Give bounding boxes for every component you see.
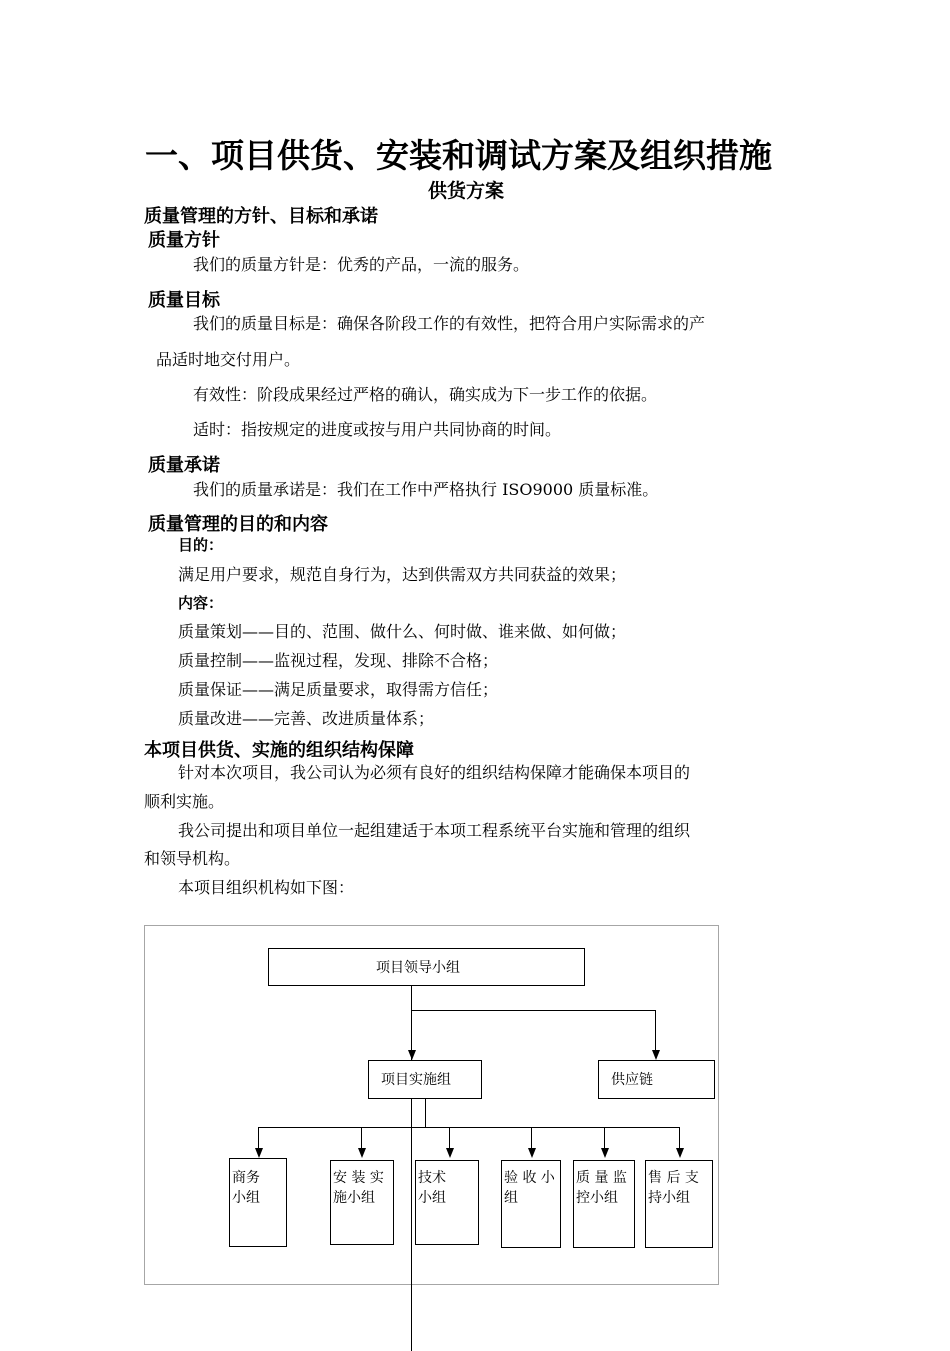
org-box-supply	[598, 1060, 715, 1099]
org-box-group	[501, 1160, 561, 1248]
policy-text: 我们的质量方针是：优秀的产品，一流的服务。	[193, 255, 530, 274]
heading-org-structure: 本项目供货、实施的组织结构保障	[144, 740, 414, 761]
org-box-group	[573, 1160, 635, 1248]
org-box-label: 商务	[232, 1170, 260, 1186]
arrow-icon	[528, 1148, 536, 1158]
connector-line	[411, 985, 412, 1351]
purpose-label: 目的：	[178, 536, 224, 554]
arrow-icon	[255, 1148, 263, 1158]
org-box-label: 技术	[418, 1170, 446, 1186]
connector-line	[655, 1010, 656, 1051]
org-box-impl	[368, 1060, 482, 1099]
org-box-label: 小组	[232, 1190, 260, 1206]
org-box-label: 安 装 实	[333, 1170, 384, 1186]
connector-line	[449, 1127, 450, 1149]
content-item: 质量改进——完善、改进质量体系；	[178, 709, 435, 728]
content-item: 质量保证——满足质量要求，取得需方信任；	[178, 680, 499, 699]
org-box-group	[415, 1160, 479, 1245]
commitment-text: 我们的质量承诺是：我们在工作中严格执行 ISO9000 质量标准。	[193, 480, 659, 499]
connector-line	[361, 1127, 362, 1149]
org-box-label: 质 量 监	[576, 1170, 627, 1186]
arrow-icon	[446, 1148, 454, 1158]
org-box-label: 控小组	[576, 1190, 618, 1206]
org-paragraph-3: 本项目组织机构如下图：	[178, 878, 355, 897]
org-box-label: 小组	[418, 1190, 446, 1206]
arrow-icon	[676, 1148, 684, 1158]
org-box-group	[330, 1160, 394, 1245]
org-box-label: 组	[504, 1190, 518, 1206]
content-item: 质量策划——目的、范围、做什么、何时做、谁来做、如何做；	[178, 622, 627, 641]
page-title: 一、项目供货、安装和调试方案及组织措施	[145, 136, 772, 175]
org-box-group	[229, 1158, 287, 1247]
connector-line	[411, 1010, 656, 1011]
arrow-icon	[358, 1148, 366, 1158]
org-paragraph-2: 我公司提出和项目单位一起组建适于本项工程系统平台实施和管理的组织	[178, 821, 691, 840]
org-paragraph-1: 针对本次项目，我公司认为必须有良好的组织结构保障才能确保本项目的	[178, 763, 691, 782]
org-box-leader	[268, 948, 585, 986]
heading-commitment: 质量承诺	[148, 455, 220, 476]
org-box-group	[645, 1160, 713, 1248]
section-subtitle: 供货方案	[428, 180, 505, 202]
org-box-label: 施小组	[333, 1190, 375, 1206]
arrow-icon	[601, 1148, 609, 1158]
org-box-label: 验 收 小	[504, 1170, 555, 1186]
goal-effectiveness: 有效性：阶段成果经过严格的确认，确实成为下一步工作的依据。	[193, 385, 658, 404]
content-label: 内容：	[178, 594, 224, 612]
org-paragraph-2-cont: 和领导机构。	[144, 849, 241, 868]
goal-text-2: 品适时地交付用户。	[156, 350, 301, 369]
org-paragraph-1-cont: 顺利实施。	[144, 792, 225, 811]
org-box-label: 售 后 支	[648, 1170, 699, 1186]
connector-line	[258, 1127, 680, 1128]
content-item: 质量控制——监视过程，发现、排除不合格；	[178, 651, 499, 670]
arrow-icon	[652, 1050, 660, 1060]
connector-line	[425, 1098, 426, 1128]
heading-quality-policy-goals: 质量管理的方针、目标和承诺	[144, 206, 378, 227]
goal-timeliness: 适时：指按规定的进度或按与用户共同协商的时间。	[193, 420, 562, 439]
org-box-label: 项目实施组	[381, 1072, 451, 1088]
purpose-text: 满足用户要求，规范自身行为，达到供需双方共同获益的效果；	[178, 565, 627, 584]
connector-line	[531, 1127, 532, 1149]
org-box-label: 持小组	[648, 1190, 690, 1206]
org-box-label: 供应链	[611, 1072, 653, 1088]
org-box-label: 项目领导小组	[376, 960, 460, 976]
goal-text-1: 我们的质量目标是：确保各阶段工作的有效性，把符合用户实际需求的产	[193, 314, 706, 333]
connector-line	[258, 1127, 259, 1149]
heading-goal: 质量目标	[148, 290, 220, 311]
connector-line	[679, 1127, 680, 1149]
heading-policy: 质量方针	[148, 230, 220, 251]
connector-line	[604, 1127, 605, 1149]
heading-purpose-content: 质量管理的目的和内容	[148, 514, 328, 535]
arrow-icon	[408, 1050, 416, 1060]
